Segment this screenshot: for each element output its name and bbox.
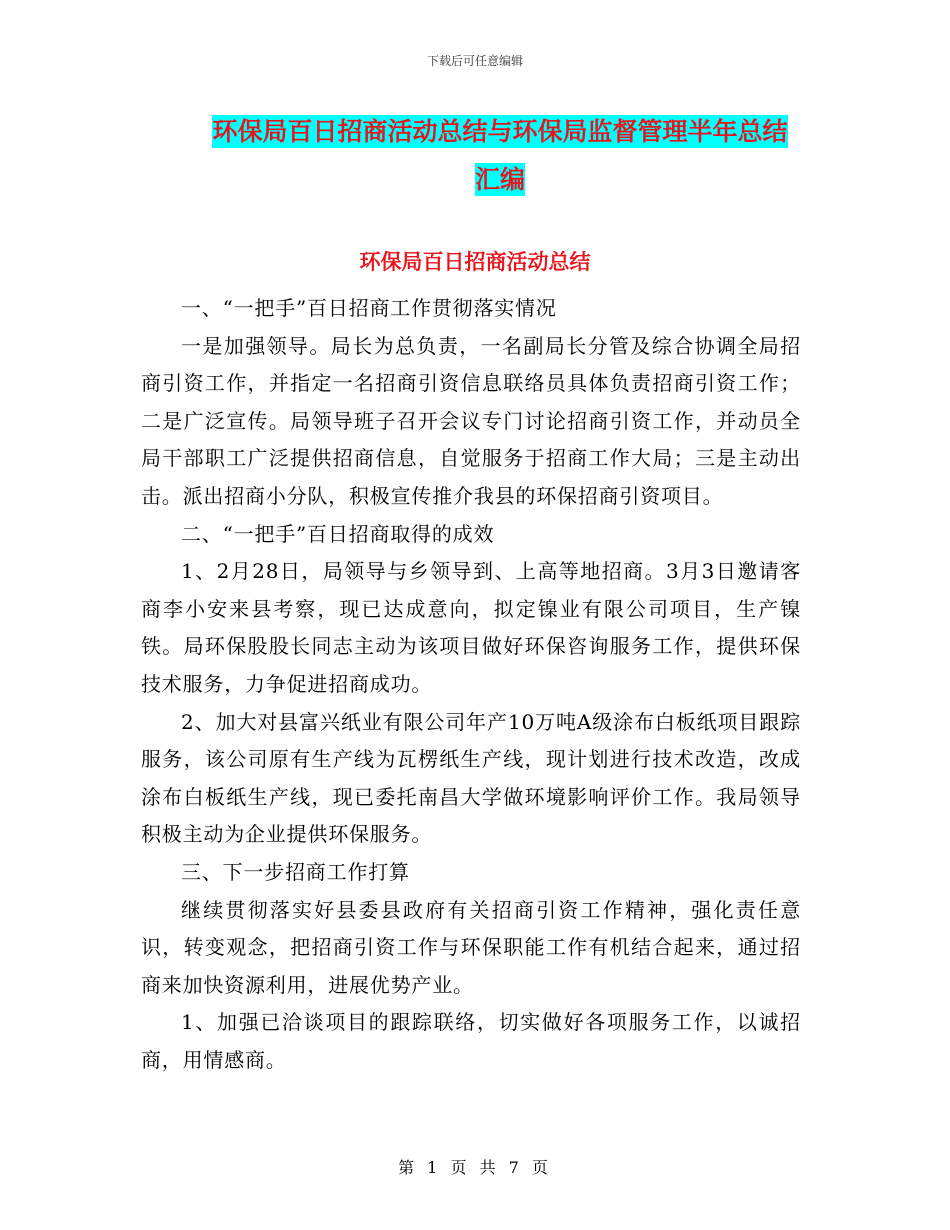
paragraph: 2、加大对县富兴纸业有限公司年产10万吨A级涂布白板纸项目跟踪服务，该公司原有生产线为瓦楞纸生产线，现计划进行技术改造，改成涂布白板纸生产线，现已委托南昌大学做环境影响评价工作。我局领导积极主动为企业提供环保服务。 bbox=[141, 709, 801, 847]
paragraph-heading-1: 一、“一把手”百日招商工作贯彻落实情况 bbox=[181, 296, 557, 320]
section-title: 环保局百日招商活动总结 bbox=[359, 250, 591, 274]
document-title-line-1: 环保局百日招商活动总结与环保局监督管理半年总结 bbox=[212, 117, 788, 146]
page-header-note: 下载后可任意编辑 bbox=[426, 54, 523, 68]
document-body bbox=[141, 290, 801, 1079]
paragraph-heading-2: 二、“一把手”百日招商取得的成效 bbox=[181, 521, 495, 546]
paragraph: 1、加强已洽谈项目的跟踪联络，切实做好各项服务工作，以诚招商，用情感商。 bbox=[141, 1010, 801, 1072]
page-number: 第 1 页 共 7 页 bbox=[398, 1158, 552, 1177]
document-title bbox=[120, 108, 880, 204]
document-title-line-2: 汇编 bbox=[474, 165, 525, 194]
paragraph: 继续贯彻落实好县委县政府有关招商引资工作精神，强化责任意识，转变观念，把招商引资工作与环保职能工作有机结合起来，通过招商来加快资源利用，进展优势产业。 bbox=[141, 897, 801, 997]
paragraph: 1、2月28日，局领导与乡领导到、上高等地招商。3月3日邀请客商李小安来县考察，现已达成意向，拟定镍业有限公司项目，生产镍铁。局环保股股长同志主动为该项目做好环保咨询服务工作，提供环保技术服务，力争促进招商成功。 bbox=[141, 559, 801, 696]
paragraph-heading-3: 三、下一步招商工作打算 bbox=[181, 859, 410, 884]
paragraph: 一是加强领导。局长为总负责，一名副局长分管及综合协调全局招商引资工作，并指定一名招商引资信息联络员具体负责招商引资工作；二是广泛宣传。局领导班子召开会议专门讨论招商引资工作，并动员全局干部职工广泛提供招商信息，自觉服务于招商工作大局；三是主动出击。派出招商小分队，积极宣传推介我县的环保招商引资项目。 bbox=[141, 333, 801, 508]
